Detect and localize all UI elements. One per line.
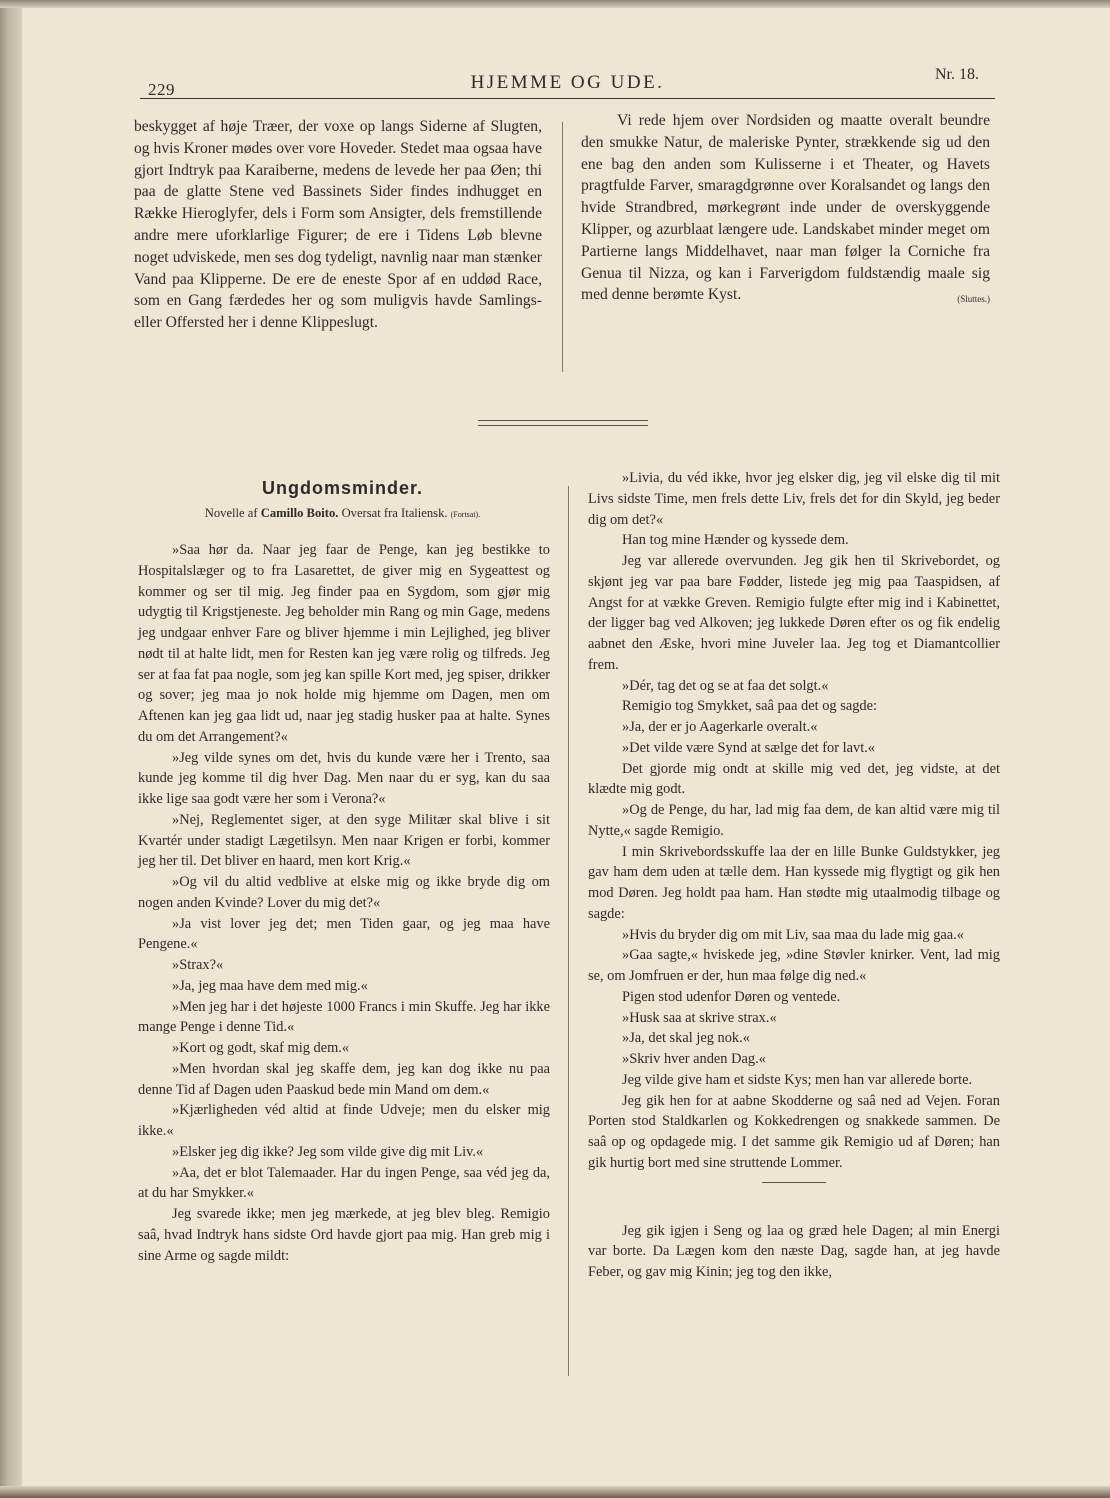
story-paragraph: Jeg var allerede overvunden. Jeg gik hen til Skrivebordet, og skjønt jeg var paa bare Fødder, listede jeg mig paa Taaspidsen, af Angst for at vække Greven. Remigio fulgte efter mig ind i Kabinettet, der ligger bag ved Alkoven; jeg lukkede Døren efter os og fik endelig aabnet den Æske, hvori mine Juveler laa. Jeg tog et Diamantcollier frem. (588, 553, 1000, 673)
story-paragraph: »Og de Penge, du har, lad mig faa dem, de kan altid være mig til Nytte,« sagde Remigio. (588, 802, 1000, 839)
story-paragraph: Jeg gik hen for at aabne Skodderne og saâ ned ad Vejen. Foran Porten stod Staldkarlen og Kokkedrengen og snakkede sammen. De saâ op og opdagede mig. I det samme gik Remigio ud af Døren; han gik hurtig bort med sine struttende Lommer. (588, 1092, 1000, 1171)
story-paragraph: »Strax?« (172, 957, 224, 973)
binding-shadow (0, 0, 22, 1498)
story-paragraph: »Livia, du véd ikke, hvor jeg elsker dig, jeg vil elske dig til mit Livs sidste Time, men frels dette Liv, frels det for din Skyld, jeg beder dig om det?« (588, 470, 1000, 528)
story-paragraph: I min Skrivebordsskuffe laa der en lille Bunke Guldstykker, jeg gav ham dem uden at tælle dem. Han kyssede mig flygtigt og gik hen mod Døren. Jeg holdt paa ham. Han stødte mig utaalmodig tilbage og sagde: (588, 843, 1000, 922)
story-paragraph: »Dér, tag det og se at faa det solgt.« (622, 677, 829, 694)
bottom-page-edge (0, 1486, 1110, 1498)
top-left-paragraph: beskygget af høje Træer, der voxe op langs Siderne af Slugten, og hvis Kroner mødes over vore Hoveder. Stedet maa ogsaa have gjort Indtryk paa Karaiberne, medens de levede her paa Øen; thi paa de glatte Stene ved Bassinets Sider findes indhugget en Række Hieroglyfer, dels i Form som Ansigter, dels fremstillende andre mere uforklarlige Figurer; de ere i Tidens Løb blevne noget udviskede, men ses dog tydeligt, navnlig naar man stænker Vand paa Klipperne. De ere de eneste Spor af en uddød Race, som en Gang færdedes her og som muligvis havde Samlings- eller Offersted her i denne Klippeslugt. (134, 118, 542, 332)
story-paragraph: Jeg gik igjen i Seng og laa og græd hele Dagen; al min Energi var borte. Da Lægen kom den næste Dag, sagde han, at jeg havde Feber, og gav mig Kinin; jeg tog den ikke, (588, 1222, 1000, 1280)
story-paragraph: Jeg svarede ikke; men jeg mærkede, at jeg blev bleg. Remigio saâ, hvad Indtryk hans sidste Ord havde gjort paa mig. Han greb mig i sine Arme og sagde mildt: (138, 1206, 550, 1264)
byline-author: Camillo Boito. (260, 506, 339, 520)
story-paragraph: Han tog mine Hænder og kyssede dem. (622, 532, 849, 549)
story-paragraph: »Hvis du bryder dig om mit Liv, saa maa du lade mig gaa.« (622, 926, 964, 943)
story-paragraph: »Nej, Reglementet siger, at den syge Militær skal blive i sit Kvartér under stadigt Lægetilsyn. Men naar Krigen er forbi, kommer jeg her til. Det bliver en haard, men kort Krig.« (138, 811, 550, 870)
story-title: Ungdomsminder. (261, 478, 423, 498)
top-right-text: Vi rede hjem over Nordsiden og maatte overalt beundre den smukke Natur, de maleriske Pynter, strækkende sig ud den ene bag den anden som Kulisserne i et Theater, og Havets pragtfulde Farver, smaragdgrønne over Koralsandet og langs den hvide Strandbred, mørkegrønt inde under de overskyggende Klipper, og azurblaat længere ude. Landskabet minder meget om Partierne langs Middelhavet, naar man følger la Corniche fra Genua til Nizza, og kan i Farverigdom fuldstændig maale sig med denne berømte Kyst. (581, 112, 990, 304)
byline-continued: (Fortsat). (450, 510, 481, 519)
story-left-column (138, 540, 550, 1266)
story-paragraph: »Aa, det er blot Talemaader. Har du ingen Penge, saa véd jeg da, at du har Smykker.« (138, 1164, 550, 1202)
scene-break-rule (762, 1182, 826, 1183)
story-paragraph: »Ja, jeg maa have dem med mig.« (172, 977, 368, 994)
story-paragraph: »Husk saa at skrive strax.« (622, 1009, 777, 1026)
story-paragraph: »Ja vist lover jeg det; men Tiden gaar, og jeg maa have Pengene.« (138, 915, 550, 953)
column-divider-bottom (568, 486, 569, 1376)
story-paragraph: Jeg vilde give ham et sidste Kys; men han var allerede borte. (622, 1071, 973, 1088)
byline-prefix: Novelle af (204, 506, 258, 520)
top-left-column (134, 116, 542, 334)
issue-number: Nr. 18. (935, 66, 979, 83)
section-separator (478, 420, 648, 426)
to-be-concluded-note: (Sluttes.) (957, 294, 990, 305)
story-paragraph: »Kjærligheden véd altid at finde Udveje; men du elsker mig ikke.« (138, 1102, 550, 1139)
column-divider-top (562, 122, 563, 372)
top-right-paragraph (581, 110, 990, 306)
story-paragraph: »Saa hør da. Naar jeg faar de Penge, kan jeg bestikke to Hospitalslæger og to fra Lasarettet, de giver mig en Sygeattest og kommer og ser til mig. Jeg finder paa en Sygdom, som gjør mig udygtig til Krigstjeneste. Jeg beholder min Rang og min Gage, medens jeg undgaar enhver Fare og bliver hjemme i min Lejlighed, jeg bliver nødt til at halte lidt, men for Resten kan jeg være rolig og tilfreds. Jeg ser at faa fat paa nogle, som jeg kan spille Kort med, jeg spiser, drikker og sover; jeg maa jo nok holde mig hjemme om Dagen, men om Aftenen kan jeg gaa lidt ud, naar jeg stadig husker paa at halte. Synes du om det Arrangement?« (138, 542, 550, 745)
story-right-column (588, 468, 1000, 1283)
story-paragraph: »Elsker jeg dig ikke? Jeg som vilde give dig mit Liv.« (172, 1143, 484, 1160)
story-paragraph: »Ja, det skal jeg nok.« (622, 1030, 750, 1047)
running-header (140, 64, 995, 99)
byline-translation: Oversat fra Italiensk. (341, 506, 448, 520)
page-number: 229 (148, 80, 175, 99)
top-page-edge (0, 0, 1110, 8)
story-paragraph: »Ja, der er jo Aagerkarle overalt.« (622, 719, 818, 735)
story-paragraph: »Gaa sagte,« hviskede jeg, »dine Støvler knirker. Vent, lad mig se, om Jomfruen er der, hun maa følge dig ned.« (588, 947, 1000, 984)
journal-title: HJEMME OG UDE. (470, 72, 665, 93)
story-paragraph: Pigen stod udenfor Døren og ventede. (622, 988, 841, 1005)
story-paragraph: »Jeg vilde synes om det, hvis du kunde være her i Trento, saa kunde jeg komme til dig hver Dag. Men naar du er syg, kan du saa ikke lige saa godt være her som i Verona?« (138, 749, 550, 807)
story-paragraph: »Skriv hver anden Dag.« (622, 1051, 766, 1067)
top-right-column (581, 110, 990, 311)
story-paragraph: Det gjorde mig ondt at skille mig ved det, jeg vidste, at det klædte mig godt. (588, 760, 1000, 798)
story-paragraph: »Men hvordan skal jeg skaffe dem, jeg kan dog ikke nu paa denne Tid af Dagen uden Paaskud bede min Mand om dem.« (138, 1060, 550, 1098)
story-paragraph: »Men jeg har i det højeste 1000 Francs i min Skuffe. Jeg har ikke mange Penge i denne Tid.« (138, 998, 550, 1036)
story-paragraph: »Kort og godt, skaf mig dem.« (172, 1040, 350, 1056)
story-paragraph: »Og vil du altid vedblive at elske mig og ikke bryde dig om nogen anden Kvinde? Lover du mig det?« (138, 874, 550, 911)
story-paragraph: »Det vilde være Synd at sælge det for lavt.« (622, 739, 875, 756)
story-paragraph: Remigio tog Smykket, saâ paa det og sagde: (622, 698, 877, 715)
story-byline (140, 506, 545, 521)
